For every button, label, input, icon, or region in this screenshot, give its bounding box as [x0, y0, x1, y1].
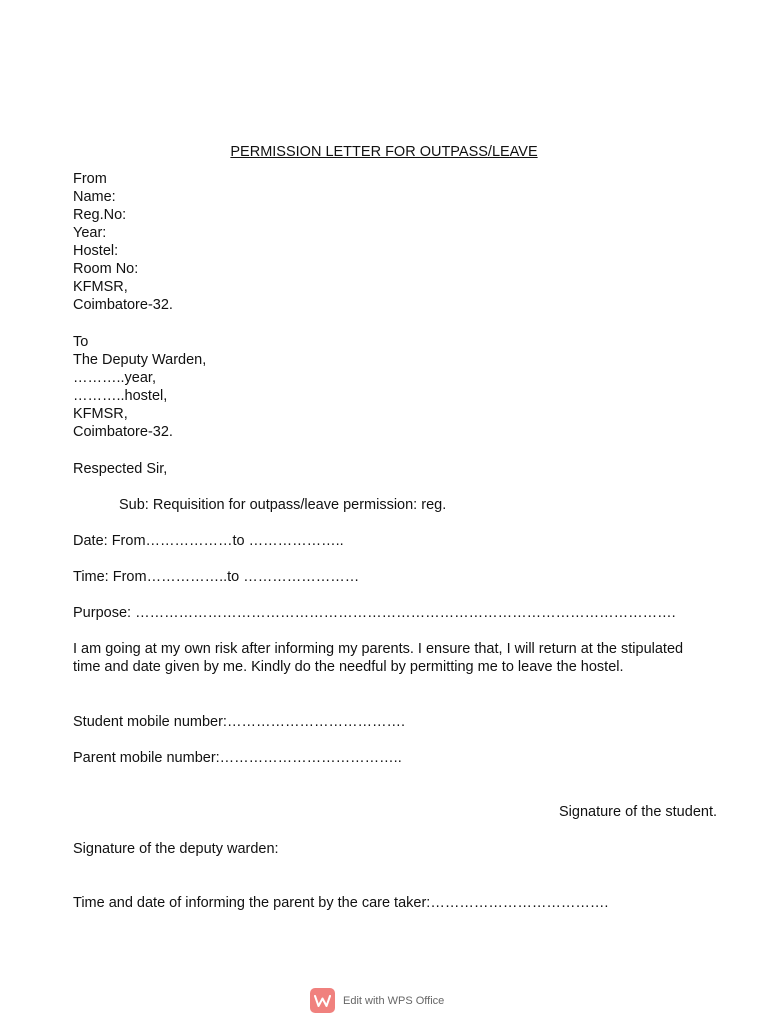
date-line: [73, 532, 344, 550]
time-label: Time:: [73, 569, 109, 585]
date-label: Date:: [73, 533, 108, 549]
signature-deputy-warden: Signature of the deputy warden:: [73, 841, 279, 857]
from-name-line: Name:: [73, 189, 116, 205]
from-regno-line: Reg.No:: [73, 207, 127, 223]
to-recipient-line: The Deputy Warden,: [73, 352, 207, 368]
to-hostel-line: ………..hostel,: [73, 388, 168, 404]
signature-student: Signature of the student.: [559, 804, 717, 820]
from-city-line: Coimbatore-32.: [73, 297, 173, 313]
to-institution-line: KFMSR,: [73, 406, 128, 422]
date-value: From………………to ………………..: [107, 533, 344, 549]
parent-mobile-line: Parent mobile number:………………………………..: [73, 750, 402, 766]
subject-line: Sub: Requisition for outpass/leave permission: reg.: [119, 497, 447, 513]
purpose-label: Purpose:: [73, 605, 132, 621]
from-hostel-line: Hostel:: [73, 243, 119, 259]
wps-logo-icon: [310, 988, 335, 1013]
letter-title: PERMISSION LETTER FOR OUTPASS/LEAVE: [230, 144, 538, 160]
wps-w-glyph: [314, 994, 331, 1008]
time-value: From……………..to ……………………: [108, 569, 360, 585]
edit-with-wps-button[interactable]: [310, 988, 444, 1013]
from-institution-line: KFMSR,: [73, 279, 128, 295]
purpose-value: ………………………………………………………………………………………………….: [131, 605, 676, 621]
body-paragraph: I am going at my own risk after informing my parents. I ensure that, I will return at the stipulated time and date given by me. Kindly do the needful by permitting me to leave the hostel.: [73, 641, 684, 675]
student-mobile-line: Student mobile number:……………………………….: [73, 714, 405, 730]
salutation: Respected Sir,: [73, 461, 168, 477]
from-room-line: Room No:: [73, 261, 139, 277]
purpose-line: [73, 604, 676, 622]
to-year-line: ………..year,: [73, 370, 156, 386]
time-date-parent-line: Time and date of informing the parent by the care taker:……………………………….: [73, 895, 609, 911]
to-city-line: Coimbatore-32.: [73, 424, 173, 440]
to-line: To: [73, 334, 89, 350]
time-line: [73, 568, 359, 586]
from-year-line: Year:: [73, 225, 107, 241]
from-line: From: [73, 171, 107, 187]
wps-label: Edit with WPS Office: [343, 994, 445, 1007]
